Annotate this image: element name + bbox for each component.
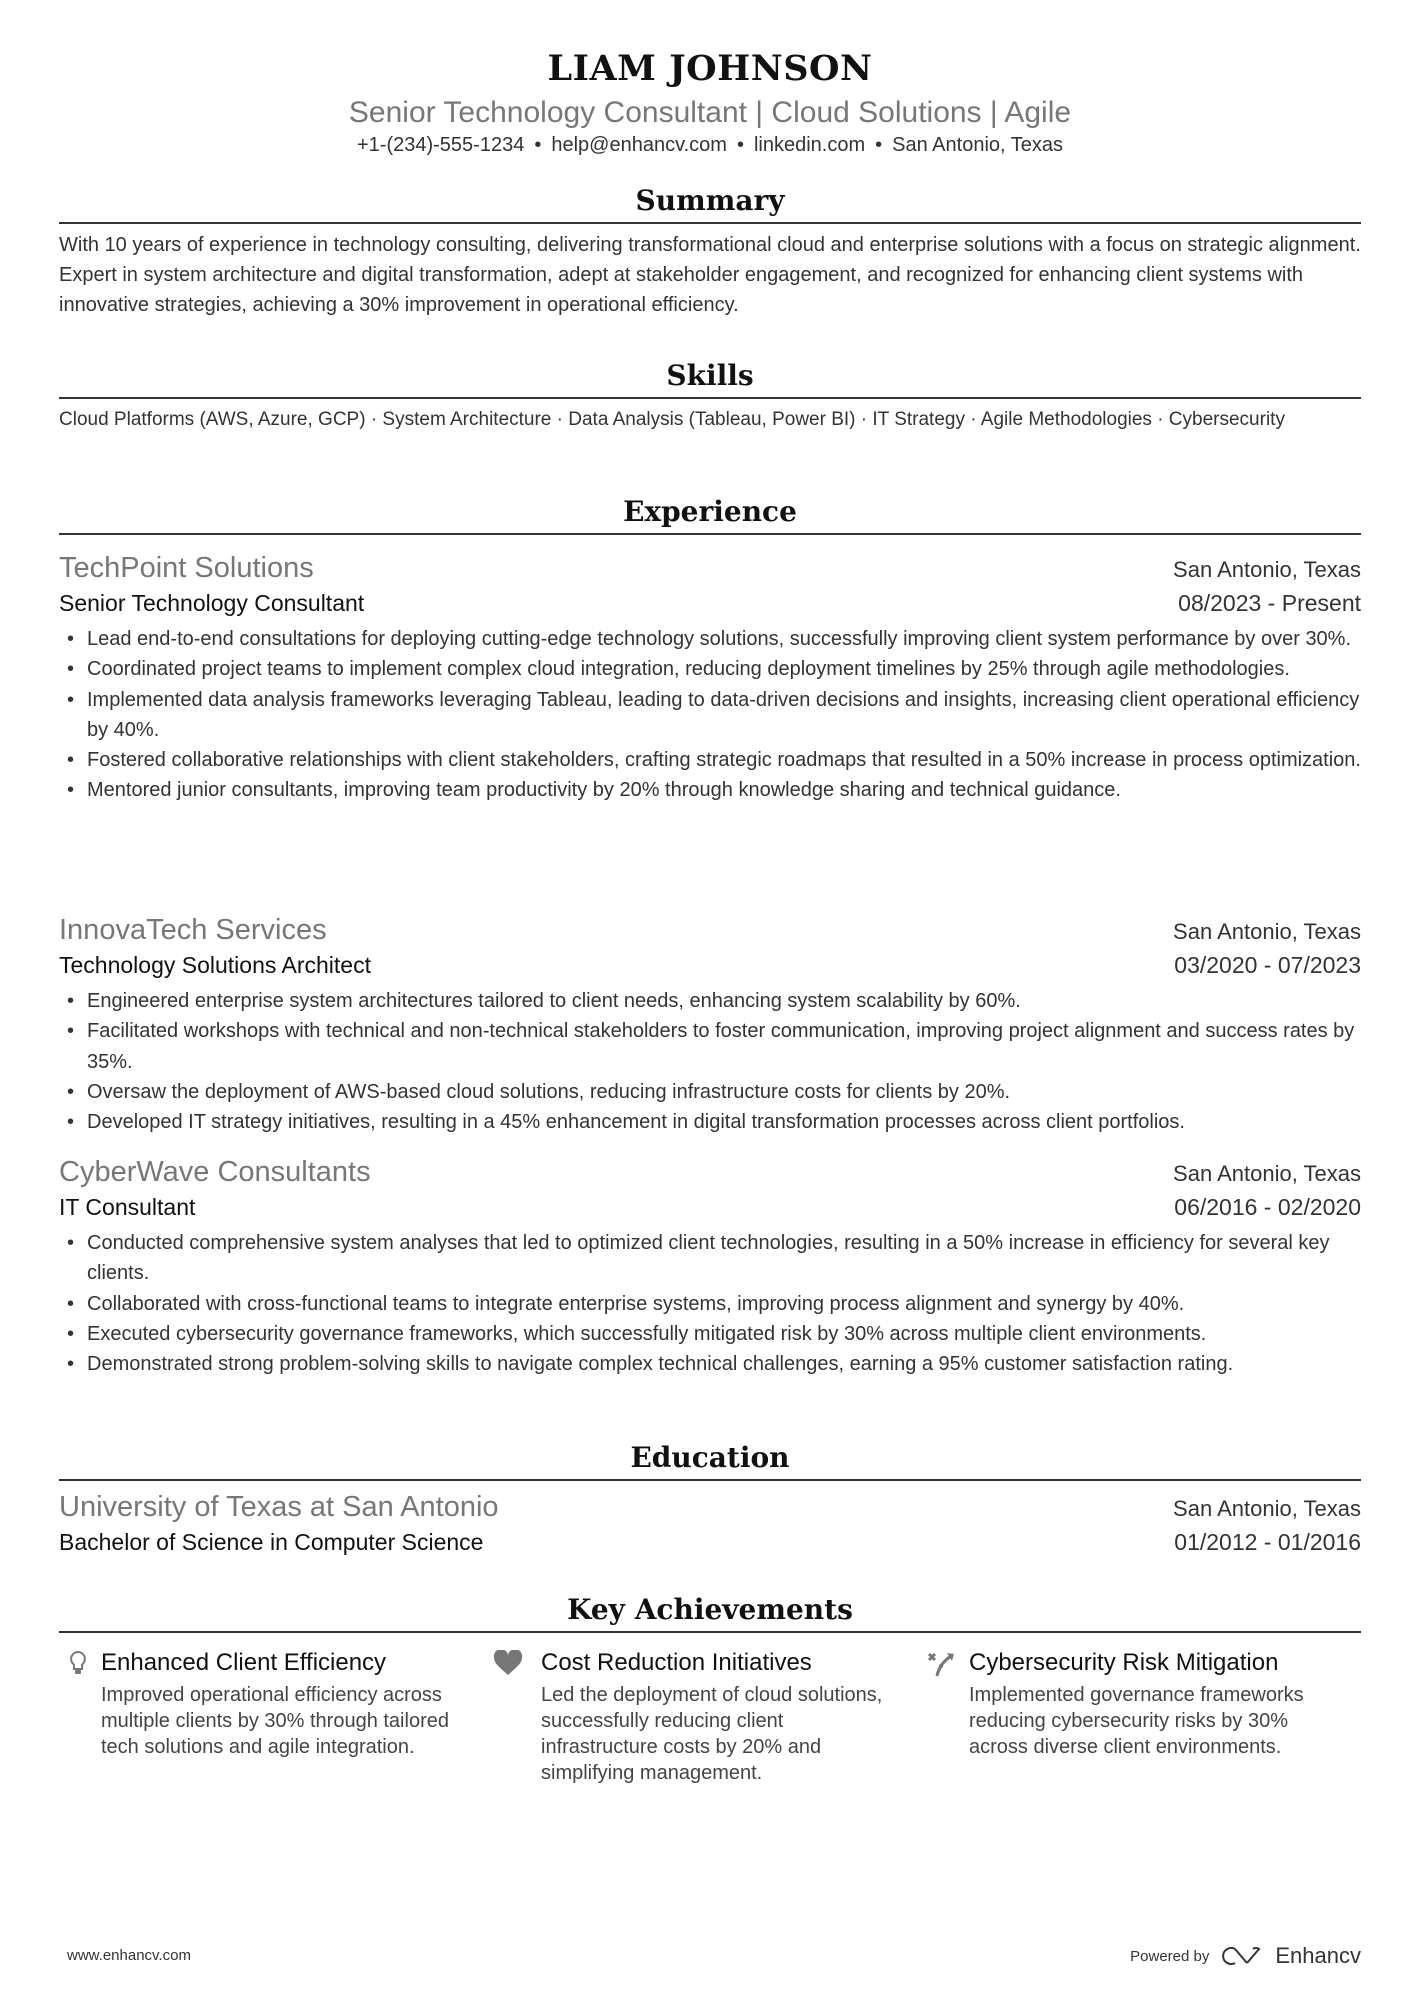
school-location: San Antonio, Texas (1173, 1496, 1361, 1521)
achievement-text: Improved operational efficiency across multiple clients by 30% through tailored tech solutions and agile integration. (101, 1684, 449, 1758)
bullet-item: • Coordinated project teams to implement complex cloud integration, reducing deployment timelines by 25% through agile methodologies. (59, 654, 1361, 684)
bullet-item: • Demonstrated strong problem-solving skills to navigate complex technical challenges, earning a 95% customer satisfaction rating. (59, 1349, 1361, 1379)
enhancv-logo-icon (1221, 1945, 1267, 1967)
achievement-title: Enhanced Client Efficiency (101, 1649, 387, 1676)
email-link[interactable]: help@enhancv.com (551, 134, 727, 156)
job-location: San Antonio, Texas (1173, 557, 1361, 582)
location: San Antonio, Texas (892, 134, 1064, 156)
section-heading: Summary (635, 184, 785, 217)
job-title: Senior Technology Consultant (59, 590, 365, 616)
headline: Senior Technology Consultant | Cloud Solutions | Agile (348, 96, 1072, 129)
phone: +1-(234)-555-1234 (356, 134, 525, 156)
bullet-item: • Fostered collaborative relationships with client stakeholders, crafting strategic roadmaps that resulted in a 50% increase in process optimization. (59, 745, 1361, 775)
bullet-item: • Developed IT strategy initiatives, resulting in a 45% enhancement in digital transformation processes across client portfolios. (59, 1107, 1361, 1137)
bullet-item: • Executed cybersecurity governance frameworks, which successfully mitigated risk by 30% across multiple client environments. (59, 1319, 1361, 1349)
skills-section (59, 357, 1361, 433)
bullet-item: • Oversaw the deployment of AWS-based cloud solutions, reducing infrastructure costs for clients by 20%. (59, 1077, 1361, 1107)
heart-icon (493, 1646, 541, 1786)
linkedin-link[interactable]: linkedin.com (753, 134, 866, 156)
summary-section (59, 182, 1361, 320)
job-entry (59, 550, 1361, 806)
achievement-item (59, 1646, 493, 1786)
candidate-name: LIAM JOHNSON (547, 48, 873, 89)
enhancv-brand: Enhancv (1275, 1943, 1361, 1968)
bullet-item: • Lead end-to-end consultations for deploying cutting-edge technology solutions, successfully improving client system performance by over 30%. (59, 624, 1361, 654)
bullet-list (59, 624, 1361, 806)
bullet-item: • Implemented data analysis frameworks leveraging Tableau, leading to data-driven decisions and insights, increasing client operational efficiency by 40%. (59, 685, 1361, 746)
section-heading: Skills (666, 359, 754, 392)
achievements-section (59, 1591, 1361, 1633)
achievement-item (927, 1646, 1361, 1786)
experience-section (59, 493, 1361, 535)
bullet-item: • Engineered enterprise system architectures tailored to client needs, enhancing system scalability by 60%. (59, 986, 1361, 1016)
company-name: TechPoint Solutions (59, 552, 314, 584)
job-location: San Antonio, Texas (1173, 1161, 1361, 1186)
strategy-icon (927, 1646, 969, 1786)
job-dates: 08/2023 - Present (1178, 590, 1361, 616)
bullet-list (59, 986, 1361, 1137)
lightbulb-icon (59, 1646, 101, 1786)
skills-list: Cloud Platforms (AWS, Azure, GCP) · System Architecture · Data Analysis (Tableau, Power BI) · IT Strategy · Agile Methodologies · Cybersecurity (59, 409, 1285, 430)
section-heading: Experience (623, 495, 797, 528)
achievements-list (59, 1646, 1361, 1786)
bullet-item: • Collaborated with cross-functional teams to integrate enterprise systems, improving process alignment and synergy by 40%. (59, 1289, 1361, 1319)
powered-by-label: Powered by (1130, 1947, 1210, 1965)
bullet-item: • Mentored junior consultants, improving team productivity by 20% through knowledge sharing and technical guidance. (59, 775, 1361, 805)
section-heading: Key Achievements (567, 1593, 853, 1626)
job-title: IT Consultant (59, 1194, 196, 1220)
achievement-text: Implemented governance frameworks reducing cybersecurity risks by 30% across diverse client environments. (969, 1684, 1304, 1758)
achievement-title: Cost Reduction Initiatives (541, 1649, 812, 1676)
bullet-item: • Facilitated workshops with technical and non-technical stakeholders to foster communication, improving project alignment and success rates by 35%. (59, 1016, 1361, 1077)
contact-line: +1-(234)-555-1234 • help@enhancv.com • linkedin.com • San Antonio, Texas (356, 134, 1064, 156)
job-dates: 06/2016 - 02/2020 (1174, 1194, 1361, 1220)
job-entry (59, 1154, 1361, 1379)
bullet-item: • Conducted comprehensive system analyses that led to optimized client technologies, resulting in a 50% increase in efficiency for several key clients. (59, 1228, 1361, 1289)
education-section (59, 1439, 1361, 1559)
summary-text: With 10 years of experience in technology consulting, delivering transformational cloud and enterprise solutions with a focus on strategic alignment. Expert in system architecture and digital transformation, adept at stakeholder engagement, and recognized for enhancing client systems with innovative strategies, achieving a 30% improvement in operational efficiency. (59, 234, 1361, 316)
job-location: San Antonio, Texas (1173, 919, 1361, 944)
achievement-text: Led the deployment of cloud solutions, successfully reducing client infrastructure costs by 20% and simplifying management. (541, 1684, 883, 1784)
education-dates: 01/2012 - 01/2016 (1174, 1529, 1361, 1555)
achievement-item (493, 1646, 927, 1786)
company-name: CyberWave Consultants (59, 1156, 371, 1188)
company-name: InnovaTech Services (59, 914, 327, 946)
section-heading: Education (630, 1441, 790, 1474)
school-name: University of Texas at San Antonio (59, 1491, 499, 1523)
footer-website[interactable]: www.enhancv.com (67, 1947, 191, 1964)
powered-by (1130, 1943, 1361, 1969)
degree: Bachelor of Science in Computer Science (59, 1529, 484, 1555)
bullet-list (59, 1228, 1361, 1379)
achievement-title: Cybersecurity Risk Mitigation (969, 1649, 1279, 1676)
job-dates: 03/2020 - 07/2023 (1174, 952, 1361, 978)
job-entry (59, 912, 1361, 1137)
job-title: Technology Solutions Architect (59, 952, 371, 978)
